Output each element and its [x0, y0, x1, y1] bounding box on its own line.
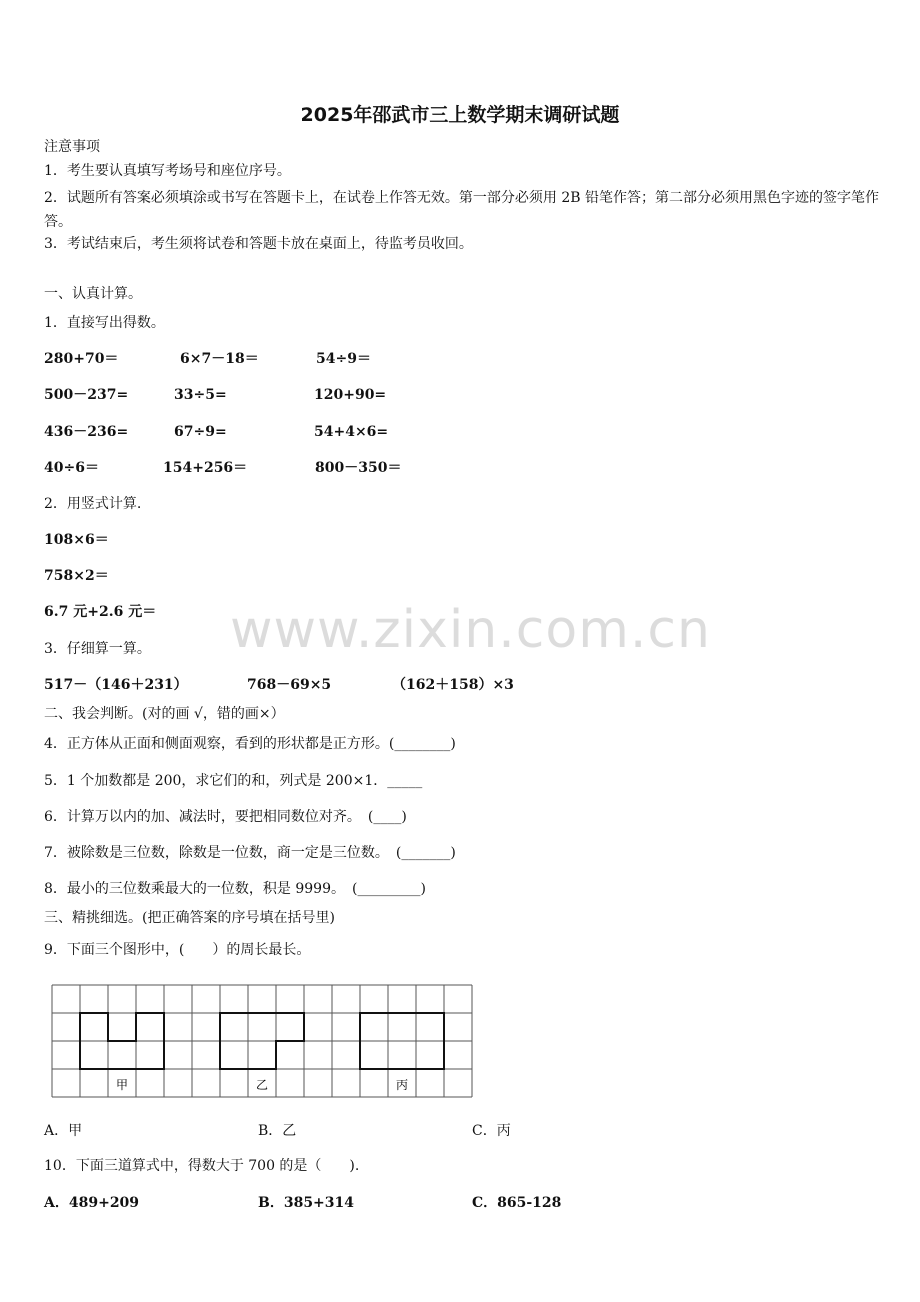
calc-item: 6×7－18＝: [180, 351, 259, 367]
figure-label: 丙: [395, 1078, 409, 1092]
calc-item: 500－237=: [44, 387, 129, 403]
option-c: C．丙: [472, 1123, 511, 1139]
section-heading: 一、认真计算。: [44, 286, 142, 302]
calc-item: 768－69×5: [247, 677, 332, 693]
option-c: C．865-128: [472, 1195, 562, 1211]
section-heading: 三、精挑细选。(把正确答案的序号填在括号里): [44, 910, 335, 926]
judge-item: 5．1 个加数都是 200，求它们的和，列式是 200×1．_____: [44, 773, 423, 789]
notice-heading: 注意事项: [44, 139, 100, 155]
section-heading: 二、我会判断。(对的画 √，错的画×）: [44, 706, 285, 722]
judge-item: 4．正方体从正面和侧面观察，看到的形状都是正方形。(________): [44, 736, 456, 752]
option-a: A．489+209: [44, 1195, 140, 1211]
calc-item: 120+90=: [314, 387, 387, 403]
question-label: 3．仔细算一算。: [44, 641, 151, 657]
calc-item: 40÷6＝: [44, 460, 99, 476]
notice-item: 3．考试结束后，考生须将试卷和答题卡放在桌面上，待监考员收回。: [44, 236, 473, 252]
option-b: B．385+314: [258, 1195, 355, 1211]
calc-item: （162＋158）×3: [392, 677, 514, 693]
judge-item: 6．计算万以内的加、减法时，要把相同数位对齐。 (____): [44, 809, 407, 825]
calc-item: 154+256＝: [163, 460, 248, 476]
calc-item: 280+70＝: [44, 351, 119, 367]
calc-item: 436－236=: [44, 424, 129, 440]
calc-item: 108×6＝: [44, 532, 109, 548]
calc-item: 6.7 元+2.6 元＝: [44, 604, 157, 620]
notice-item: 2．试题所有答案必须填涂或书写在答题卡上，在试卷上作答无效。第一部分必须用 2B 铅笔作答；第二部分必须用黑色字迹的签字笔作答。: [44, 190, 879, 230]
notice-item: 1．考生要认真填写考场号和座位序号。: [44, 163, 291, 179]
grid-figure: [51, 984, 473, 1100]
figure-label: 乙: [255, 1078, 269, 1092]
page-title: 2025年邵武市三上数学期末调研试题: [300, 104, 620, 126]
calc-item: 758×2＝: [44, 568, 109, 584]
calc-item: 54÷9＝: [316, 351, 371, 367]
question-label: 1．直接写出得数。: [44, 315, 165, 331]
figure-label: 甲: [115, 1078, 129, 1092]
question-label: 2．用竖式计算.: [44, 496, 142, 512]
calc-item: 517－（146＋231）: [44, 677, 188, 693]
question-label: 10．下面三道算式中，得数大于 700 的是（ ).: [44, 1158, 360, 1174]
calc-item: 33÷5=: [174, 387, 227, 403]
judge-item: 7．被除数是三位数，除数是一位数，商一定是三位数。 (_______): [44, 845, 456, 861]
watermark: www.zixin.com.cn: [230, 600, 711, 660]
question-label: 9．下面三个图形中，( ）的周长最长。: [44, 942, 311, 958]
option-a: A．甲: [44, 1123, 83, 1139]
calc-item: 800－350＝: [315, 460, 402, 476]
calc-item: 67÷9=: [174, 424, 227, 440]
calc-item: 54+4×6=: [314, 424, 389, 440]
judge-item: 8．最小的三位数乘最大的一位数，积是 9999。 (_________): [44, 881, 426, 897]
option-b: B．乙: [258, 1123, 297, 1139]
